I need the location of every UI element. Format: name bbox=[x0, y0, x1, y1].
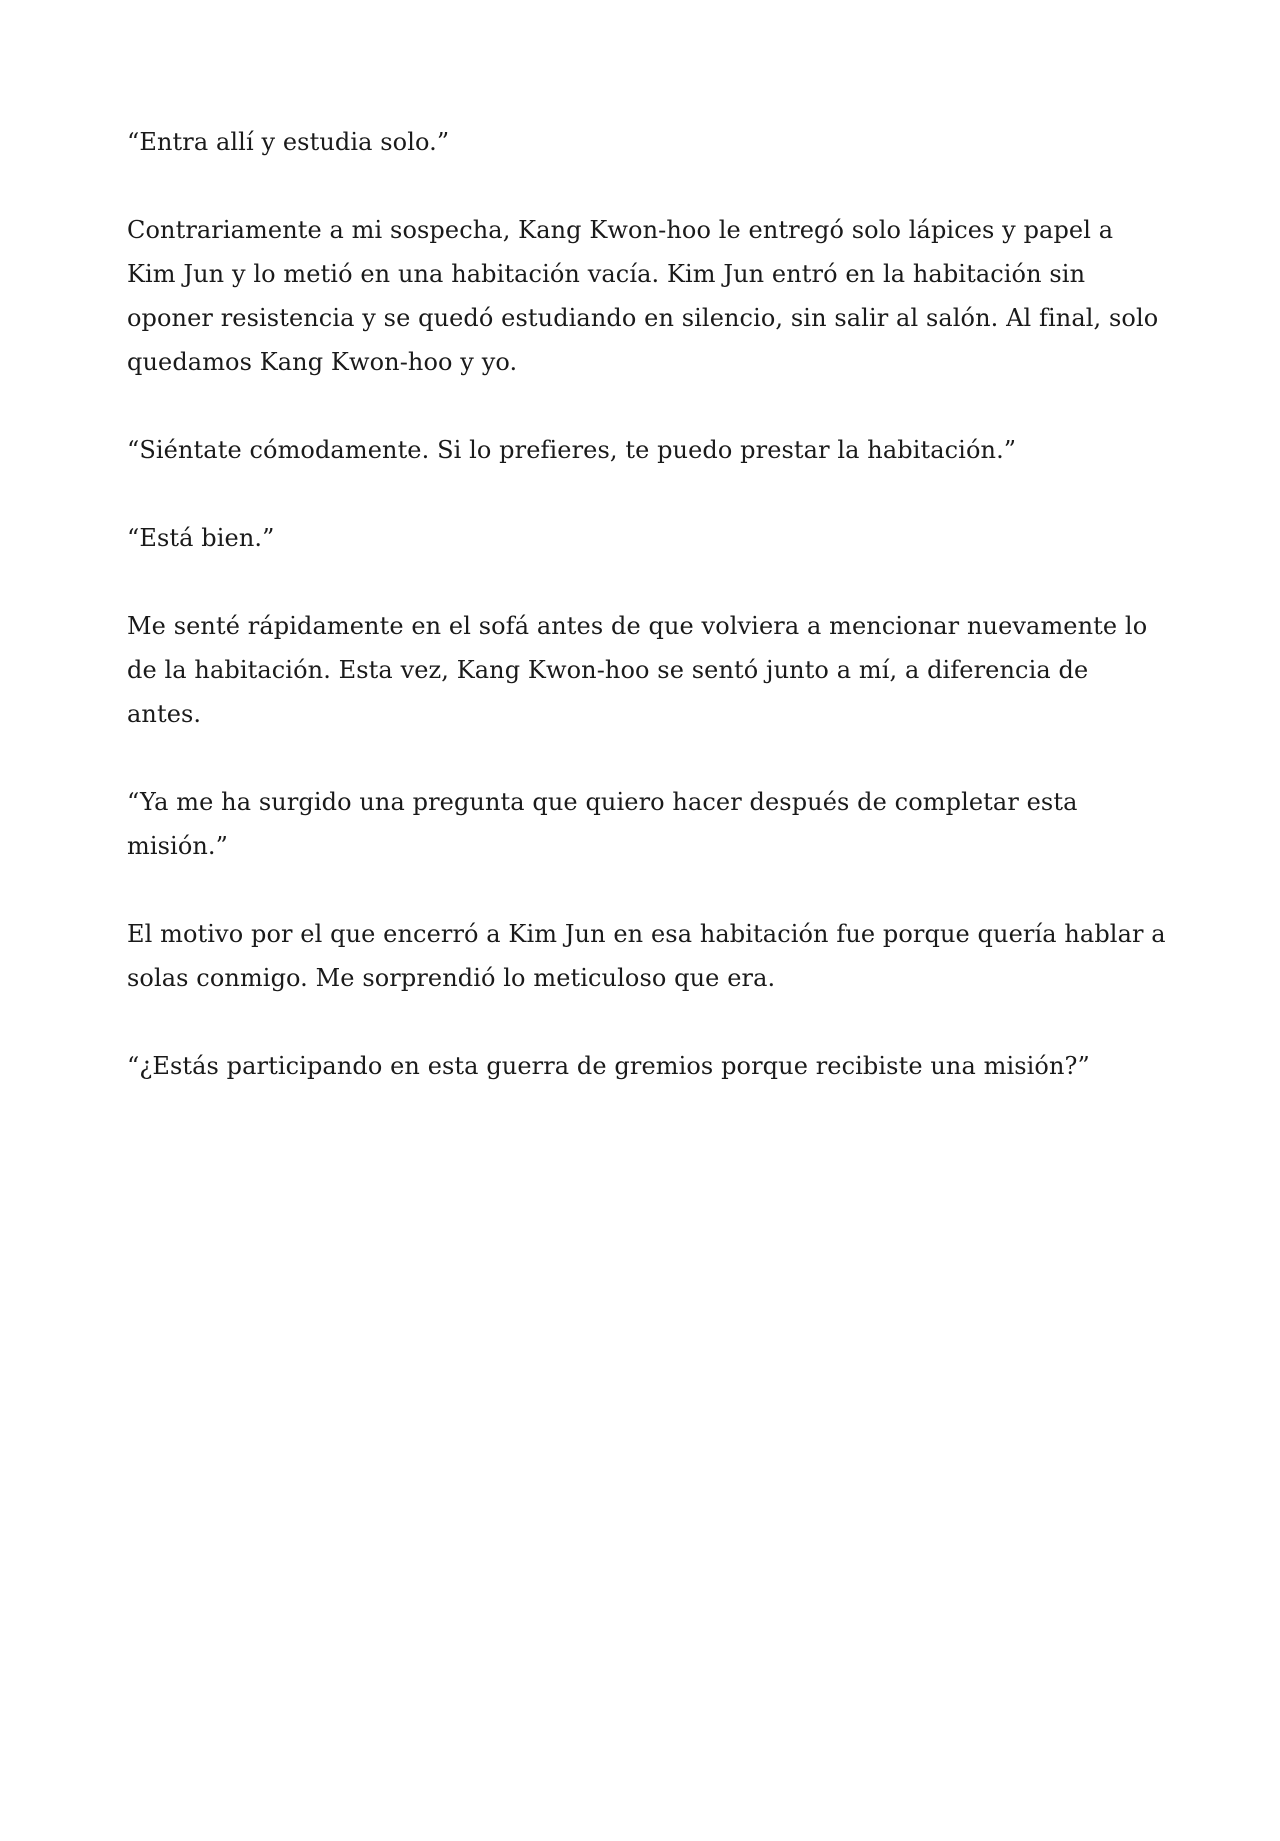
paragraph-dialogue: “Está bien.” bbox=[127, 524, 275, 552]
paragraph-dialogue: “¿Estás participando en esta guerra de gremios porque recibiste una misión?” bbox=[127, 1052, 1090, 1080]
paragraph-narration: El motivo por el que encerró a Kim Jun en esa habitación fue porque quería hablar a solas conmigo. Me sorprendió lo meticuloso que era. bbox=[127, 920, 1166, 992]
paragraph-narration: Contrariamente a mi sospecha, Kang Kwon-hoo le entregó solo lápices y papel a Kim Jun y lo metió en una habitación vacía. Kim Jun entró en la habitación sin oponer resistencia y se quedó estudiando en silencio, sin salir al salón. Al final, solo quedamos Kang Kwon-hoo y yo. bbox=[127, 216, 1159, 376]
paragraph-dialogue: “Entra allí y estudia solo.” bbox=[127, 128, 450, 156]
paragraph-narration: Me senté rápidamente en el sofá antes de que volviera a mencionar nuevamente lo de la habitación. Esta vez, Kang Kwon-hoo se sentó junto a mí, a diferencia de antes. bbox=[127, 612, 1148, 728]
paragraph-dialogue: “Ya me ha surgido una pregunta que quiero hacer después de completar esta misión.” bbox=[127, 788, 1078, 860]
document-body bbox=[127, 120, 1167, 1132]
paragraph-dialogue: “Siéntate cómodamente. Si lo prefieres, te puedo prestar la habitación.” bbox=[127, 436, 1017, 464]
